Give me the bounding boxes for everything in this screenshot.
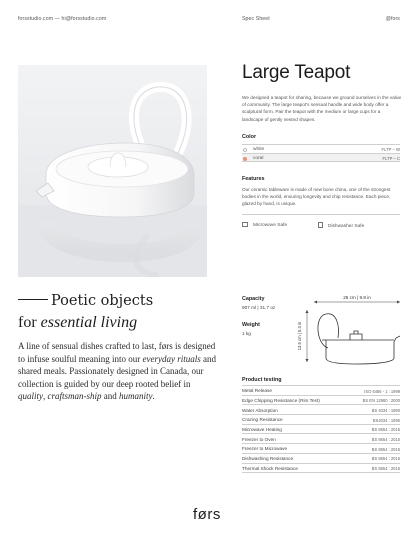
capacity-value: 907 ml | 31.7 oz (242, 305, 276, 310)
teapot-illustration (18, 65, 207, 277)
weight-label: Weight (242, 322, 260, 328)
table-row: Water Absorption BS 4034 : 1990 (242, 404, 400, 414)
tagline-line-2: for essential living (18, 314, 138, 331)
features-heading: Features (242, 176, 265, 182)
table-row: Dishwashing Resistance BS 8654 : 2015 (242, 453, 400, 463)
care-dishwasher: Dishwasher Safe (318, 222, 364, 229)
divider (242, 472, 400, 473)
color-code: FLTP – W (381, 147, 400, 152)
social-handle: @fors (385, 16, 400, 22)
color-code: FLTP – C (382, 156, 400, 161)
color-name: coral (253, 156, 264, 161)
table-row: Freezer to Microwave BS 8654 : 2015 (242, 443, 400, 453)
height-dimension: 13.5 cm | 5.3 in (297, 321, 302, 351)
care-microwave: Microwave Safe (242, 222, 287, 228)
color-option-coral[interactable] (242, 153, 400, 162)
contact-info: forsstudio.com — hi@forsstudio.com (18, 16, 107, 22)
color-name: white (253, 147, 265, 152)
dimension-drawing (296, 290, 408, 368)
microwave-icon (242, 222, 248, 227)
product-intro: We designed a teapot for sharing, because we ground ourselves in the value of community. The large teapot's sensual handle and wide body offer a sculptural form. Pair the teapot with the medium or large cups for a landscape of gently nested shapes. (242, 95, 402, 122)
coral-swatch-icon (243, 157, 247, 161)
product-title: Large Teapot (242, 62, 351, 83)
divider (242, 214, 400, 215)
brand-logo: førs (193, 506, 221, 523)
brand-story: A line of sensual dishes crafted to last, førs is designed to infuse soulful meaning into our everyday rituals and shared meals. Passionately designed in Canada, our collection is guided by our deep rooted belief in quality, craftsman-ship and humanity. (18, 341, 216, 402)
features-text: Our ceramic tableware is made of new bone china, one of the strongest bodies in the world, ensuring longevity and chip resistance. Each piece, glazed by hand, is unique. (242, 187, 391, 207)
product-testing-heading: Product testing (242, 377, 282, 383)
tagline-rule (18, 299, 48, 300)
table-row: Freezer to Oven BS 8654 : 2015 (242, 433, 400, 443)
color-heading: Color (242, 134, 257, 140)
doc-type-label: Spec Sheet (242, 16, 270, 22)
color-option-white[interactable] (242, 144, 400, 153)
width-dimension: 25 cm | 9.8 in (343, 295, 371, 300)
tagline-line-1: Poetic objects (18, 293, 153, 309)
table-row: Metal Release ISO 6486 - 1 : 1999 (242, 385, 400, 395)
table-row: Edge Chipping Resistance (Rim Test) BS EN 12980 : 2000 (242, 395, 400, 405)
dishwasher-icon (318, 222, 323, 228)
capacity-label: Capacity (242, 296, 265, 302)
white-swatch-icon (243, 148, 247, 152)
table-row: Microwave Heating BS 8654 : 2015 (242, 424, 400, 434)
table-row: Thermal Shock Resistance BS 8654 : 2015 (242, 463, 400, 473)
table-row: Crazing Resistance BS4034 : 1990 (242, 414, 400, 424)
product-photo (18, 65, 207, 277)
weight-value: 1 kg (242, 331, 251, 336)
testing-table (242, 385, 400, 473)
